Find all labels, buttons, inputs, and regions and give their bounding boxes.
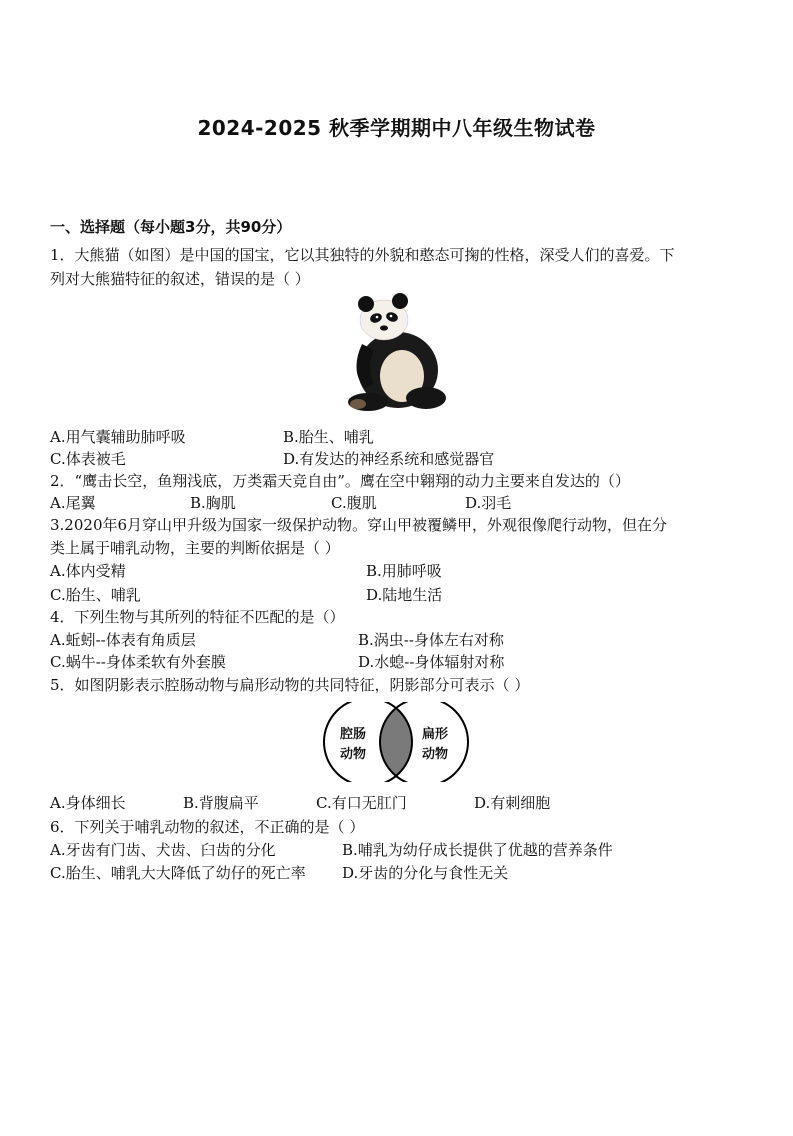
q2-option-a: A.尾翼	[50, 494, 96, 512]
venn-right-label-1: 扁形	[422, 727, 449, 742]
q5-option-b: B.背腹扁平	[183, 794, 259, 812]
q6-option-d: D.牙齿的分化与食性无关	[342, 864, 509, 882]
q2-stem: 2．“鹰击长空，鱼翔浅底，万类霜天竞自由”。鹰在空中翱翔的动力主要来自发达的（）	[50, 472, 630, 490]
q2-option-b: B.胸肌	[190, 494, 236, 512]
q4-option-a: A.蚯蚓--体表有角质层	[50, 631, 196, 649]
q1-stem-line1: 1．大熊猫（如图）是中国的国宝，它以其独特的外貌和憨态可掬的性格，深受人们的喜爱。下	[50, 246, 675, 264]
q6-stem: 6．下列关于哺乳动物的叙述，不正确的是（ ）	[50, 818, 365, 836]
venn-circles	[318, 702, 474, 782]
venn-left-label-2: 动物	[340, 747, 367, 762]
q1-option-a: A.用气囊辅助肺呼吸	[50, 428, 186, 446]
q3-option-b: B.用肺呼吸	[366, 562, 442, 580]
q5-option-d: D.有刺细胞	[474, 794, 551, 812]
q1-option-b: B.胎生、哺乳	[283, 428, 374, 446]
q2-option-d: D.羽毛	[465, 494, 512, 512]
q6-option-c: C.胎生、哺乳大大降低了幼仔的死亡率	[50, 864, 306, 882]
q1-stem-line2: 列对大熊猫特征的叙述，错误的是（ ）	[50, 270, 310, 288]
venn-diagram	[318, 702, 474, 782]
q4-option-b: B.涡虫--身体左右对称	[358, 631, 504, 649]
q3-option-a: A.体内受精	[50, 562, 126, 580]
page-title: 2024-2025 秋季学期期中八年级生物试卷	[197, 116, 596, 140]
q5-stem: 5．如图阴影表示腔肠动物与扁形动物的共同特征，阴影部分可表示（ ）	[50, 676, 530, 694]
venn-left-label-1: 腔肠	[340, 727, 367, 742]
q5-option-c: C.有口无肛门	[316, 794, 407, 812]
q1-option-d: D.有发达的神经系统和感觉器官	[283, 450, 495, 468]
q4-stem: 4．下列生物与其所列的特征不匹配的是（）	[50, 608, 345, 626]
q1-option-c: C.体表被毛	[50, 450, 126, 468]
q6-option-b: B.哺乳为幼仔成长提供了优越的营养条件	[342, 841, 613, 859]
panda-image	[340, 290, 452, 414]
section-heading: 一、选择题（每小题3分，共90分）	[50, 218, 292, 236]
venn-right-label-2: 动物	[422, 747, 449, 762]
q4-option-d: D.水螅--身体辐射对称	[358, 653, 505, 671]
q4-option-c: C.蜗牛--身体柔软有外套膜	[50, 653, 226, 671]
q2-option-c: C.腹肌	[331, 494, 377, 512]
q6-option-a: A.牙齿有门齿、犬齿、臼齿的分化	[50, 841, 276, 859]
q3-stem-line1: 3.2020年6月穿山甲升级为国家一级保护动物。穿山甲被覆鳞甲，外观很像爬行动物，但在分	[50, 516, 668, 534]
q3-option-c: C.胎生、哺乳	[50, 586, 141, 604]
q3-stem-line2: 类上属于哺乳动物，主要的判断依据是（ ）	[50, 539, 340, 557]
q3-option-d: D.陆地生活	[366, 586, 443, 604]
q5-option-a: A.身体细长	[50, 794, 126, 812]
